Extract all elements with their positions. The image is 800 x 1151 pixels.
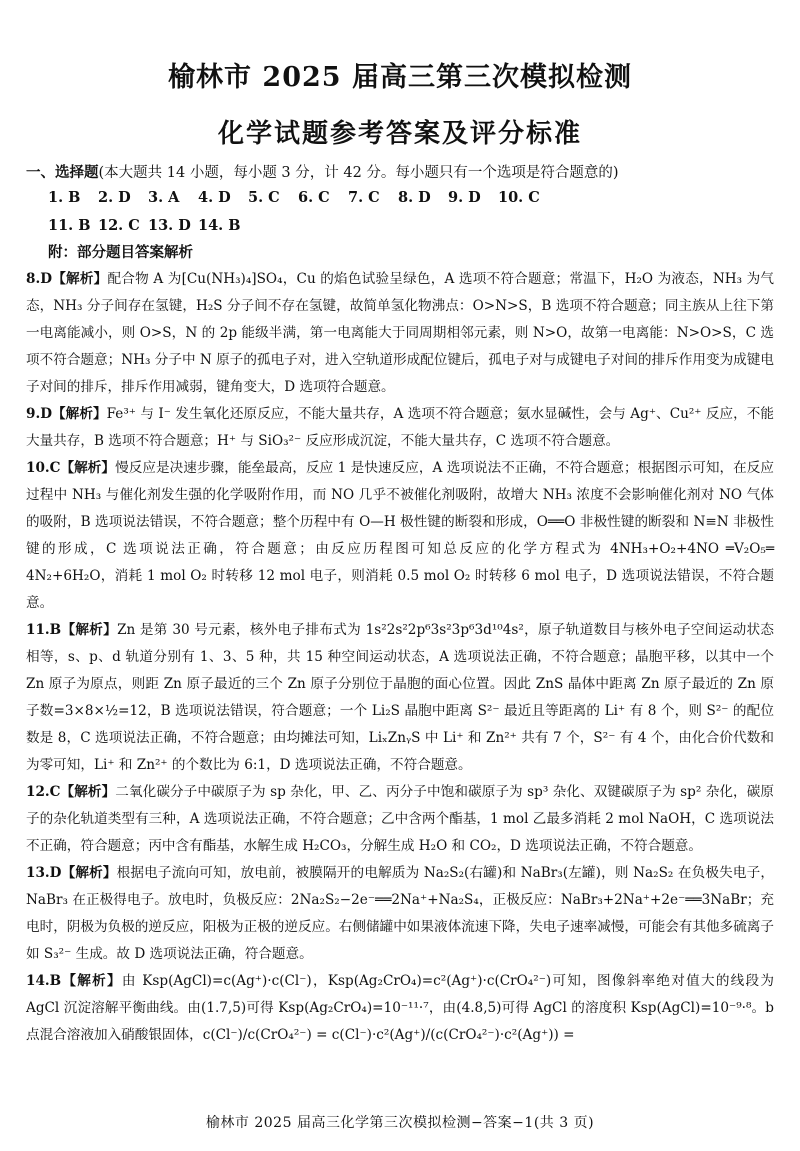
item-answer-tag: D【解析】 [40, 406, 107, 422]
answer-item: 7. C [348, 189, 380, 206]
answer-item: 6. C [298, 189, 330, 206]
item-answer-tag: B【解析】 [49, 622, 118, 638]
item-answer-tag: B【解析】 [49, 973, 122, 989]
answer-row [48, 212, 774, 240]
explanations [26, 266, 774, 1049]
item-text: Zn 是第 30 号元素，核外电子排布式为 1s²2s²2p⁶3s²3p⁶3d¹⁰4s²，原子轨道数目与核外电子空间运动状态相等，s、p、d 轨道分别有 1、3、5 种，共 15 种空间运动状态，A 选项说法正确，不符合题意；晶胞平移，以其中一个 Zn 原子为原点，则距 Zn 原子最近的三个 Zn 原子分别位于晶胞的面心位置。因此 ZnS 晶体中距离 Zn 原子最近的 Zn 原子数=3×8×½=12，B 选项说法错误，符合题意；一个 Li₂S 晶胞中距离 S²⁻ 最近且等距离的 Li⁺ 有 8 个，则 S²⁻ 的配位数是 8，C 选项说法正确，不符合题意；由均摊法可知，LiₓZnᵧS 中 Li⁺ 和 Zn²⁺ 共有 7 个，S²⁻ 有 4 个，由化合价代数和为零可知，Li⁺ 和 Zn²⁺ 的个数比为 6:1，D 选项说法正确，不符合题意。 [26, 622, 774, 773]
item-text: 二氧化碳分子中碳原子为 sp 杂化，甲、乙、丙分子中饱和碳原子为 sp³ 杂化、双键碳原子为 sp² 杂化，碳原子的杂化轨道类型有三种，A 选项说法正确，不符合题意；乙中含两个酯基，1 mol 乙最多消耗 2 mol NaOH，C 选项说法不正确，符合题意；丙中含有酯基，水解生成 H₂CO₃，分解生成 H₂O 和 CO₂，D 选项说法正确，不符合题意。 [26, 784, 775, 854]
answer-item: 14. B [198, 217, 241, 234]
answer-item: 9. D [448, 189, 481, 206]
explanation-item [26, 779, 774, 860]
appendix-heading: 附：部分题目答案解析 [48, 244, 193, 261]
page-footer: 榆林市 2025 届高三化学第三次模拟检测−答案−1(共 3 页) [205, 1115, 595, 1131]
answer-item: 3. A [148, 189, 180, 206]
answer-item: 2. D [98, 189, 131, 206]
section-label: 一、选择题 [26, 164, 99, 181]
item-answer-tag: D【解析】 [40, 271, 108, 287]
answer-item: 5. C [248, 189, 280, 206]
document-subtitle: 化学试题参考答案及评分标准 [217, 119, 582, 149]
answer-item: 11. B [48, 217, 91, 234]
item-answer-tag: D【解析】 [49, 865, 117, 881]
item-answer-tag: C【解析】 [49, 784, 116, 800]
item-number: 14. [26, 973, 50, 989]
item-number: 13. [26, 865, 50, 881]
item-number: 12. [26, 784, 50, 800]
item-number: 9. [26, 406, 41, 422]
answer-row [48, 184, 774, 212]
answer-item: 8. D [398, 189, 431, 206]
item-number: 11. [26, 622, 50, 638]
explanation-item [26, 860, 774, 968]
section-heading [26, 162, 774, 184]
explanation-item [26, 266, 774, 401]
explanation-item [26, 617, 774, 779]
explanation-item [26, 401, 774, 455]
item-text: 慢反应是决速步骤，能垒最高，反应 1 是快速反应，A 选项说法不正确，不符合题意；根据图示可知，在反应过程中 NH₃ 与催化剂发生强的化学吸附作用，而 NO 几乎不被催化剂吸附，故增大 NH₃ 浓度不会影响催化剂对 NO 气体的吸附，B 选项说法错误，不符合题意；整个历程中有 O—H 极性键的断裂和形成，O══O 非极性键的断裂和 N≡N 非极性键的形成，C 选项说法正确，符合题意；由反应历程图可知总反应的化学方程式为 4NH₃+O₂+4NO ═V₂O₅═ 4N₂+6H₂O，消耗 1 mol O₂ 时转移 12 mol 电子，则消耗 0.5 mol O₂ 时转移 6 mol 电子，D 选项说法错误，不符合题意。 [26, 460, 774, 611]
explanation-item [26, 968, 774, 1049]
answer-item: 1. B [48, 189, 81, 206]
item-text: 根据电子流向可知，放电前，被膜隔开的电解质为 Na₂S₂(右罐)和 NaBr₃(左罐)，则 Na₂S₂ 在负极失电子，NaBr₃ 在正极得电子。放电时，负极反应：2Na₂S₂−2e⁻══2Na⁺+Na₂S₄，正极反应：NaBr₃+2Na⁺+2e⁻══3NaBr；充电时，阴极为负极的逆反应，阳极为正极的逆反应。右侧储罐中如果液体流速下降，失电子速率减慢，可能会有其他多硫离子如 S₃²⁻ 生成。故 D 选项说法正确，符合题意。 [26, 865, 774, 962]
item-text: 由 Ksp(AgCl)=c(Ag⁺)·c(Cl⁻)，Ksp(Ag₂CrO₄)=c²(Ag⁺)·c(CrO₄²⁻)可知，图像斜率绝对值大的线段为 AgCl 沉淀溶解平衡曲线。由(1.7,5)可得 Ksp(Ag₂CrO₄)=10⁻¹¹·⁷，由(4.8,5)可得 AgCl 的溶度积 Ksp(AgCl)=10⁻⁹·⁸。b 点混合溶液加入硝酸银固体，c(Cl⁻)/c(CrO₄²⁻) = c(Cl⁻)·c²(Ag⁺)/(c(CrO₄²⁻)·c²(Ag⁺)) = [26, 973, 774, 1043]
answer-item: 12. C [98, 217, 140, 234]
explanation-item [26, 455, 774, 617]
document-title: 榆林市 2025 届高三第三次模拟检测 [168, 62, 632, 93]
item-number: 8. [26, 271, 41, 287]
answer-key [26, 184, 774, 240]
section-note: (本大题共 14 小题，每小题 3 分，计 42 分。每小题只有一个选项是符合题意的) [98, 165, 619, 181]
item-number: 10. [26, 460, 50, 476]
item-answer-tag: C【解析】 [49, 460, 116, 476]
item-text: Fe³⁺ 与 I⁻ 发生氧化还原反应，不能大量共存，A 选项不符合题意；氨水显碱性，会与 Ag⁺、Cu²⁺ 反应，不能大量共存，B 选项不符合题意；H⁺ 与 SiO₃²⁻ 反应形成沉淀，不能大量共存，C 选项不符合题意。 [26, 406, 774, 449]
answer-item: 13. D [148, 217, 191, 234]
answer-item: 10. C [498, 189, 540, 206]
answer-item: 4. D [198, 189, 231, 206]
item-text: 配合物 A 为[Cu(NH₃)₄]SO₄，Cu 的焰色试验呈绿色，A 选项不符合题意；常温下，H₂O 为液态，NH₃ 为气态，NH₃ 分子间存在氢键，H₂S 分子间不存在氢键，故简单氢化物沸点：O>N>S，B 选项不符合题意；同主族从上往下第一电离能减小，则 O>S，N 的 2p 能级半满，第一电离能大于同周期相邻元素，则 N>O，故第一电离能：N>O>S，C 选项不符合题意；NH₃ 分子中 N 原子的孤电子对，进入空轨道形成配位键后，孤电子对与成键电子对间的排斥作用变为成键电子对间的排斥，排斥作用减弱，键角变大，D 选项符合题意。 [26, 271, 774, 395]
